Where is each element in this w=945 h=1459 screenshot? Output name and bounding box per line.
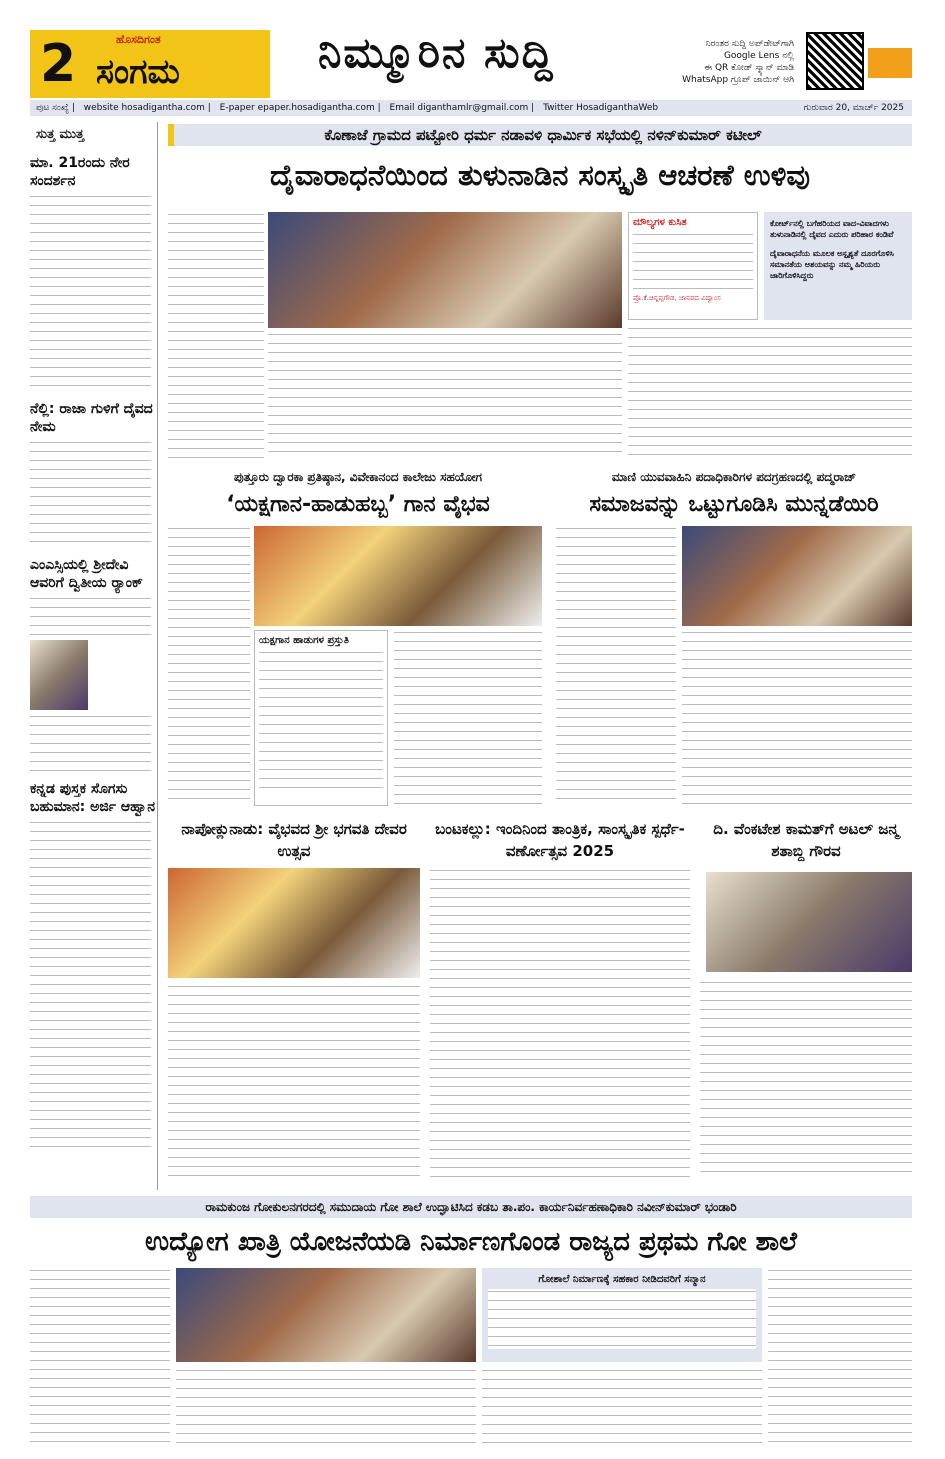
bottom-kicker: ರಾಮಕುಂಜ ಗೋಕುಲನಗರದಲ್ಲಿ ಸಮುದಾಯ ಗೋ ಶಾಲೆ ಉದ್ಘಾಟಿಸಿದ ಕಡಬ ತಾ.ಪಂ. ಕಾರ್ಯನಿರ್ವಹಣಾಧಿಕಾರಿ ನವೀನ್‌ಕುಮಾರ್ ಭಂಡಾರಿ	[30, 1196, 912, 1218]
bottom-col1	[30, 1268, 170, 1444]
bottom-body-2	[482, 1368, 762, 1444]
bullet-2: ದೈವಾರಾಧನೆಯ ಮೂಲಕ ಅಸ್ಪೃಶ್ಯತೆ ದೂರಗೊಳಿಸಿ ಸಮಾನತೆಯ ಆಶಯವನ್ನು ನಮ್ಮ ಹಿರಿಯರು ಜಾರಿಗೊಳಿಸಿದ್ದರು	[770, 249, 894, 280]
quote-box	[628, 212, 758, 320]
quote-label: ಮೌಲ್ಯಗಳ ಕುಸಿತ	[633, 217, 687, 228]
story3-headline: ಸಮಾಜವನ್ನು ಒಟ್ಟುಗೂಡಿಸಿ ಮುನ್ನಡೆಯಿರಿ	[589, 492, 879, 517]
sidebar-headline-2: ನೆಲ್ಲಿ: ರಾಜಾ ಗುಳಿಗೆ ದೈವದ ನೇಮ	[30, 401, 153, 435]
bottom-box-text	[488, 1289, 756, 1349]
top-story-body-right	[628, 326, 912, 460]
bottom-headline: ಉದ್ಯೋಗ ಖಾತ್ರಿ ಯೋಜನೆಯಡಿ ನಿರ್ಮಾಣಗೊಂಡ ರಾಜ್ಯದ ಪ್ರಥಮ ಗೋ ಶಾಲೆ	[145, 1227, 797, 1257]
sidebar-body-3a	[30, 596, 151, 636]
sidebar-headline-3: ಎಂಎಸ್ಸಿಯಲ್ಲಿ ಶ್ರೀದೇವಿ ಆವರಿಗೆ ದ್ವಿತೀಯ ರ್‍ಯಾಂಕ್	[30, 557, 143, 591]
bullet-box	[764, 212, 912, 320]
quote-author: ಪ್ರೊ.ಕೆ.ಚಿನ್ನಪ್ಪಗೌಡ, ಜಾನಪದ ವಿದ್ವಾಂಸ	[633, 294, 721, 302]
qr-line-4: WhatsApp ಗ್ರೂಪ್ ಜಾಯಿನ್ ಆಗಿ	[682, 75, 794, 85]
qr-caption	[604, 38, 794, 86]
story2-headline: ‘ಯಕ್ಷಗಾನ-ಹಾಡುಹಬ್ಬ’ ಗಾನ ವೈಭವ	[226, 492, 490, 517]
quote-text	[633, 232, 753, 294]
top-story-kicker: ಕೊಣಾಜೆ ಗ್ರಾಮದ ಪಟ್ಟೋರಿ ಧರ್ಮ ನಡಾವಳಿ ಧಾರ್ಮಿಕ ಸಭೆಯಲ್ಲಿ ನಳಿನ್‌ಕುಮಾರ್ ಕಟೀಲ್	[168, 124, 912, 146]
qr-line-2: Google Lens ನಲ್ಲಿ	[723, 51, 794, 61]
info-strip: ಪುಟ ಸಂಖ್ಯೆ | website hosadigantha.com | E-paper epaper.hosadigantha.com | Email diganthamlr@gmail.com | Twitter HosadiganthaWeb ಗುರುವಾರ 20, ಮಾರ್ಚ್ 2025	[30, 100, 912, 116]
top-story-photo	[268, 212, 622, 328]
story3-photo	[682, 526, 912, 626]
epaper-link[interactable]: E-paper epaper.hosadigantha.com	[219, 103, 375, 113]
top-story-col1	[168, 212, 264, 460]
sidebar	[30, 122, 158, 1190]
email-link[interactable]: Email diganthamlr@gmail.com	[389, 103, 529, 113]
page-number: 2	[40, 34, 77, 94]
sidebar-body-3b	[30, 714, 151, 774]
story6-headline: ದಿ. ವೆಂಕಟೇಶ ಕಾಮತ್‌ಗೆ ಅಟಲ್ ಜನ್ಮ ಶತಾಬ್ದಿ ಗೌರವ	[713, 820, 899, 860]
story3-col1	[556, 526, 676, 806]
sidebar-portrait	[30, 640, 88, 710]
bottom-box	[482, 1268, 762, 1362]
story2-sidebox-text	[259, 650, 383, 790]
qr-code-icon[interactable]	[806, 32, 864, 90]
section-name: ಸಂಗಮ	[96, 52, 180, 92]
story6-photo	[706, 872, 912, 972]
story3-kicker: ಮಾಣಿ ಯುವವಾಹಿನಿ ಪದಾಧಿಕಾರಿಗಳ ಪದಗ್ರಹಣದಲ್ಲಿ ಪದ್ಮರಾಜ್	[611, 470, 857, 484]
sidebar-body-1	[30, 194, 151, 394]
bottom-photo	[176, 1268, 476, 1362]
story5-headline: ಬಂಟಕಲ್ಲು: ಇಂದಿನಿಂದ ತಾಂತ್ರಿಕ, ಸಾಂಸ್ಕೃತಿಕ ಸ್ಪರ್ಧೆ-ವರ್ಣೋತ್ಸವ 2025	[435, 820, 685, 860]
sidebar-headline-4: ಕನ್ನಡ ಪುಸ್ತಕ ಸೊಗಸು ಬಹುಮಾನ: ಅರ್ಜಿ ಆಹ್ವಾನ	[30, 781, 156, 815]
story4-photo	[168, 868, 420, 978]
bottom-col-right	[768, 1268, 912, 1444]
story2-sidebox	[254, 630, 388, 806]
sidebar-headline-1: ಮಾ. 21ರಂದು ನೇರ ಸಂದರ್ಶನ	[30, 155, 130, 189]
qr-line-3: ಈ QR ಕೋಡ್ ಸ್ಕ್ಯಾನ್ ಮಾಡಿ	[704, 63, 794, 73]
story4-headline: ನಾಪೋಕ್ಲುನಾಡು: ವೈಭವದ ಶ್ರೀ ಭಗವತಿ ದೇವರ ಉತ್ಸವ	[181, 820, 407, 860]
paper-name: ಹೊಸದಿಗಂತ	[116, 33, 161, 46]
story6-body	[700, 980, 912, 1178]
story2-body	[394, 630, 542, 806]
story4-body	[168, 984, 420, 1178]
story2-sub: ಯಕ್ಷಗಾನ ಹಾಡುಗಳ ಪ್ರಸ್ತುತಿ	[259, 635, 349, 646]
top-story-body	[268, 332, 622, 460]
sidebar-body-2	[30, 440, 151, 550]
orange-accent	[868, 48, 912, 78]
top-story-headline: ದೈವಾರಾಧನೆಯಿಂದ ತುಳುನಾಡಿನ ಸಂಸ್ಕೃತಿ ಆಚರಣೆ ಉಳಿವು	[269, 158, 811, 192]
bullet-1: ಕೋರ್ಟ್‌ನಲ್ಲಿ ಬಗೆಹರಿಯದ ವಾದ-ವಿವಾದಗಳು ತುಳುನಾಡಿನಲ್ಲಿ ದೈವದ ಎದುರು ಪರಿಹಾರ ಕಂಡಿವೆ	[770, 219, 894, 239]
story2-col1	[168, 526, 250, 806]
story2-kicker: ಪುತ್ತೂರು ದ್ವಾರಕಾ ಪ್ರತಿಷ್ಠಾನ, ವಿವೇಕಾನಂದ ಕಾಲೇಜು ಸಹಯೋಗ	[233, 470, 483, 484]
story3-body	[682, 630, 912, 806]
twitter-link[interactable]: Twitter HosadiganthaWeb	[543, 103, 659, 113]
bottom-box-title: ಗೋಶಾಲೆ ನಿರ್ಮಾಣಕ್ಕೆ ಸಹಕಾರ ನೀಡಿದವರಿಗೆ ಸನ್ಮಾನ	[538, 1274, 706, 1285]
bottom-body	[176, 1368, 476, 1444]
story2-photo	[254, 526, 542, 626]
edition-label: ಪುಟ ಸಂಖ್ಯೆ	[36, 103, 69, 113]
website-link[interactable]: website hosadigantha.com	[83, 103, 205, 113]
sidebar-brand: ಸುತ್ತ ಮುತ್ತ	[36, 127, 85, 142]
qr-line-1: ನಿರಂತರ ಸುದ್ದಿ ಅಪ್‌ಡೇಟ್‌ಗಾಗಿ	[705, 39, 794, 49]
story5-body	[430, 868, 690, 1178]
issue-date: ಗುರುವಾರ 20, ಮಾರ್ಚ್ 2025	[803, 103, 904, 113]
page-title: ನಿಮ್ಮೂರಿನ ಸುದ್ದಿ	[318, 28, 555, 77]
sidebar-body-4	[30, 820, 151, 1150]
